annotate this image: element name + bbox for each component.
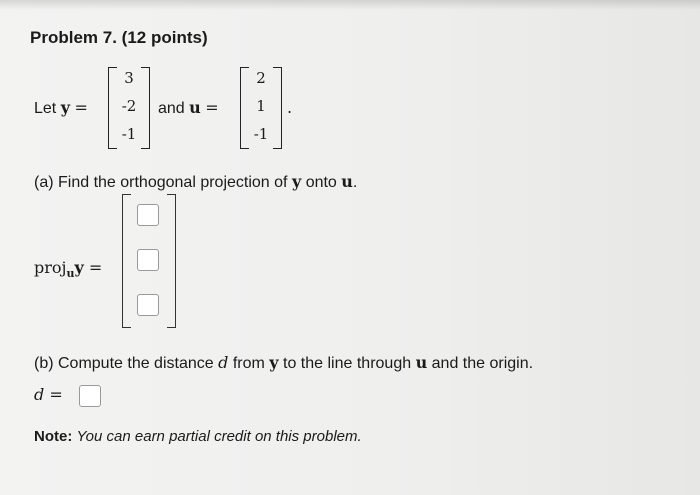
y-symbol: y <box>269 353 279 372</box>
onto-text: onto <box>305 174 337 191</box>
y-symbol: y <box>60 98 70 117</box>
y-symbol: y <box>291 172 302 191</box>
and-u-label <box>158 98 219 118</box>
period: . <box>287 98 293 117</box>
line-text: to the line through <box>283 355 412 372</box>
problem-title <box>30 28 208 48</box>
u-entry-1: 2 <box>256 69 266 87</box>
equals-sign: = <box>88 258 103 277</box>
y-vector-matrix <box>108 67 150 149</box>
proj-label <box>34 258 102 280</box>
paper-shadow <box>0 0 700 10</box>
y-entry-3: -1 <box>121 125 137 143</box>
y-entry-1: 3 <box>124 69 134 87</box>
u-symbol: u <box>189 98 201 117</box>
proj-y: y <box>74 258 84 277</box>
d-symbol: d <box>34 385 45 404</box>
note-label: Note: <box>34 428 73 445</box>
proj-answer-box-2[interactable] <box>137 249 159 271</box>
left-bracket <box>122 194 131 328</box>
part-b-prompt <box>34 353 533 373</box>
from-text: from <box>232 355 265 372</box>
u-entry-3: -1 <box>253 125 269 143</box>
u-entry-2: 1 <box>256 97 266 115</box>
right-bracket <box>167 194 176 328</box>
proj-answer-box-1[interactable] <box>137 204 159 226</box>
projection-answer-matrix <box>122 194 176 328</box>
period: . <box>352 174 358 191</box>
d-symbol: d <box>218 353 229 372</box>
equals-sign: = <box>49 385 63 404</box>
note-text: You can earn partial credit on this problem. <box>76 428 362 445</box>
problem-number: Problem 7. <box>30 28 117 47</box>
distance-answer-box[interactable] <box>79 385 101 407</box>
problem-points: (12 points) <box>121 28 208 47</box>
proj-answer-box-3[interactable] <box>137 294 159 316</box>
given-statement <box>34 98 88 118</box>
u-symbol: u <box>341 172 353 191</box>
equals-sign: = <box>74 98 88 117</box>
and-text: and <box>158 100 185 117</box>
proj-subscript-u: u <box>66 267 75 281</box>
proj-text: proj <box>34 258 67 277</box>
equals-sign: = <box>205 98 219 117</box>
distance-label <box>34 385 63 404</box>
part-a-text: (a) Find the orthogonal projection of <box>34 174 288 191</box>
y-entry-2: -2 <box>121 97 137 115</box>
u-vector-matrix <box>240 67 282 149</box>
origin-text: and the origin. <box>431 355 534 372</box>
note <box>34 428 362 445</box>
part-b-text: (b) Compute the distance <box>34 355 214 372</box>
part-a-prompt <box>34 172 357 192</box>
u-symbol: u <box>415 353 428 372</box>
let-text: Let <box>34 100 57 117</box>
